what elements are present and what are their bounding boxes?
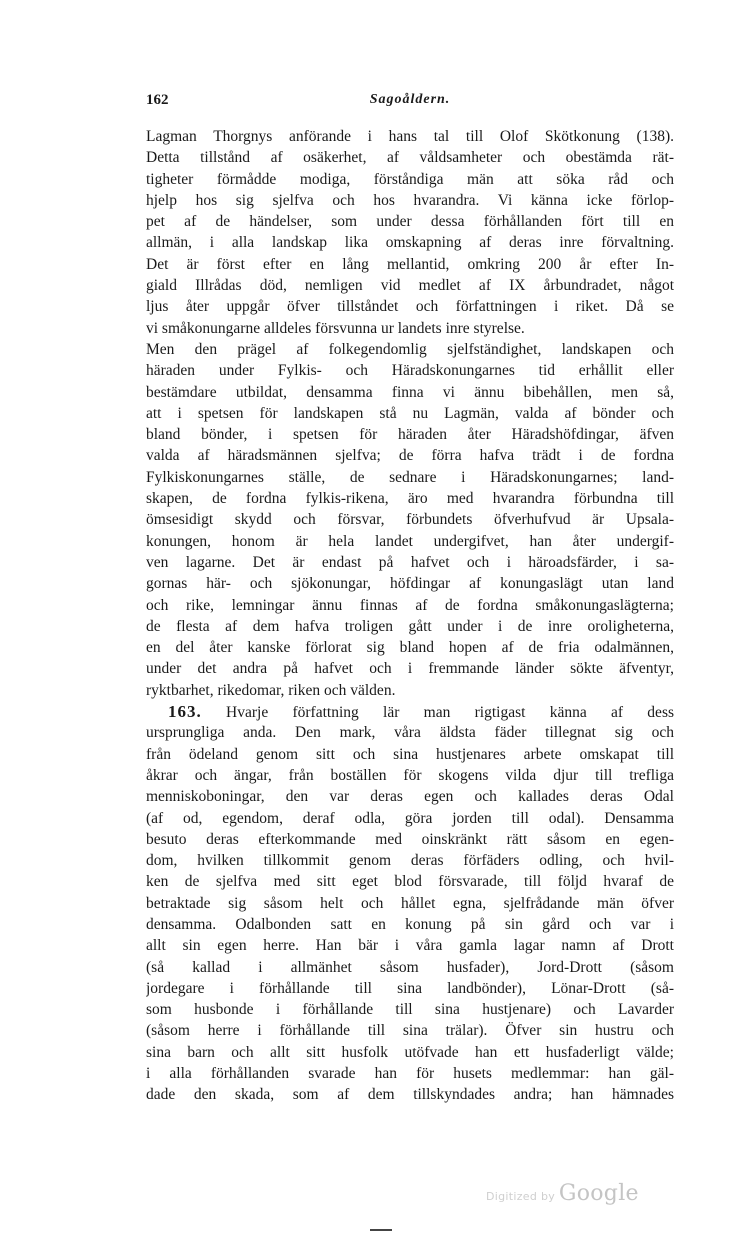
text-line: hjelp hos sig sjelfva och hos hvarandra. Vi känna icke förlop- [146,191,674,209]
text-line: i alla förhållanden svarade han för husets medlemmar: han gäl- [146,1065,674,1083]
text-line: valda af häradsmännen sjelfva; de förra hafva trädt i de fordna [146,447,674,465]
body-text [146,126,674,1106]
section-number: 163. [168,702,202,722]
bottom-rule [370,1229,392,1231]
google-logo: Google [558,1181,639,1206]
text-line: en del åter kanske förlorat sig bland hopen af de fria odalmännen, [146,639,674,657]
text-line: Det är först efter en lång mellantid, omkring 200 år efter In- [146,255,674,273]
text-line: menniskoboningar, den var deras egen och kallades deras Odal [146,788,674,806]
text-line: ljus åter uppgår öfver tillståndet och författningen i riket. Då se [146,298,674,316]
text-line: allt sin egen herre. Han bär i våra gamla lagar namn af Drott [146,937,674,955]
text-line: giald Illrådas död, nemligen vid medlet af IX årbundradet, något [146,277,674,295]
text-line: under det andra på hafvet och i fremmande länder sökte äfventyr, [146,660,674,678]
text-line: bestämdare utbildat, densamma finna vi ännu bibehållen, men så, [146,383,674,401]
section-first-line [146,701,674,722]
text-line: tigheter förmådde modiga, förståndiga män att söka råd och [146,170,674,188]
text-line: ursprungliga anda. Den mark, våra äldsta fäder tillegnat sig och [146,724,674,742]
text-line: Lagman Thorgnys anförande i hans tal till Olof Skötkonung (138). [146,128,674,145]
text-line: (så kallad i allmänhet såsom husfader), Jord-Drott (såsom [146,958,674,976]
digitized-by-text: Digitized by [486,1190,556,1203]
text-line: besuto deras efterkommande med oinskränkt rätt såsom en egen- [146,830,674,848]
text-line: från ödeland genom sitt och sina hustjenares arbete omskapat till [146,745,674,763]
text-line: sina barn och allt sitt husfolk utöfvade han ett husfaderligt välde; [146,1043,674,1061]
text-line: (såsom herre i förhållande till sina trälar). Öfver sin hustru och [146,1022,674,1040]
text-line: betraktade sig såsom helt och hållet egna, sjelfrådande män öfver [146,894,674,912]
text-line: att i spetsen för landskapen stå nu Lagmän, valda af bönder och [146,404,674,422]
text-line: vi småkonungarne alldeles försvunna ur landets inre styrelse. [146,319,525,337]
text-line: pet af de händelser, som under dessa förhållanden fört till en [146,213,674,231]
text-line: densamma. Odalbonden satt en konung på sin gård och var i [146,915,674,933]
text-line: dom, hvilken tillkommit genom deras förfäders odling, och hvil- [146,852,674,870]
text-line: Fylkiskonungarnes ställe, de sednare i Häradskonungarnes; land- [146,468,674,486]
text-line: allmän, i alla landskap lika omskapning af deras inre förvaltning. [146,234,674,252]
text-line: Men den prägel af folkegendomlig sjelfständighet, landskapen och [146,340,674,358]
text-line: skapen, de fordna fylkis-rikena, äro med hvarandra förbundna till [146,490,674,508]
text-line: konungen, honom är hela landet undergifvet, han åter undergif- [146,532,674,550]
section-first-text: Hvarje författning lär man rigtigast känna af dess [226,704,674,722]
text-line: jordegare i förhållande till sina landbönder), Lönar-Drott (så- [146,979,674,997]
running-head: Sagoåldern. [369,92,451,107]
text-line: och rike, lemningar ännu finnas af de fordna småkonungaslägterna; [146,596,674,614]
text-line: som husbonde i förhållande till sina hustjenare) och Lavarder [146,1001,674,1019]
text-line: häraden under Fylkis- och Häradskonungarnes tid erhållit eller [146,362,674,380]
text-line: ryktbarhet, rikedomar, riken och välden. [146,681,396,699]
text-line: åkrar och ängar, från boställen för skogens vilda djur till trefliga [146,766,674,784]
text-line: Detta tillstånd af osäkerhet, af våldsamheter och obestämda rät- [146,149,674,167]
text-line: de flesta af dem hafva troligen gått under i de inre oroligheterna, [146,617,674,635]
page-number: 162 [146,92,169,108]
digitized-watermark [486,1181,639,1206]
text-line: ömsesidigt skydd och försvar, förbundets öfverhufvud är Upsala- [146,511,674,529]
text-line: bland bönder, i spetsen för häraden åter Häradshöfdingar, äfven [146,426,674,444]
text-line: ken de sjelfva med sitt eget blod försvarade, till följd hvaraf de [146,873,674,891]
text-line: ven lagarne. Det är endast på hafvet och i häroadsfärder, i sa- [146,553,674,571]
page-header [146,92,674,116]
text-line: (af od, egendom, deraf odla, göra jorden till odal). Densamma [146,809,674,827]
text-line: dade den skada, som af dem tillskyndades andra; han hämnades [146,1086,674,1104]
text-line: gornas här- och sjökonungar, höfdingar af konungaslägt utan land [146,575,674,593]
